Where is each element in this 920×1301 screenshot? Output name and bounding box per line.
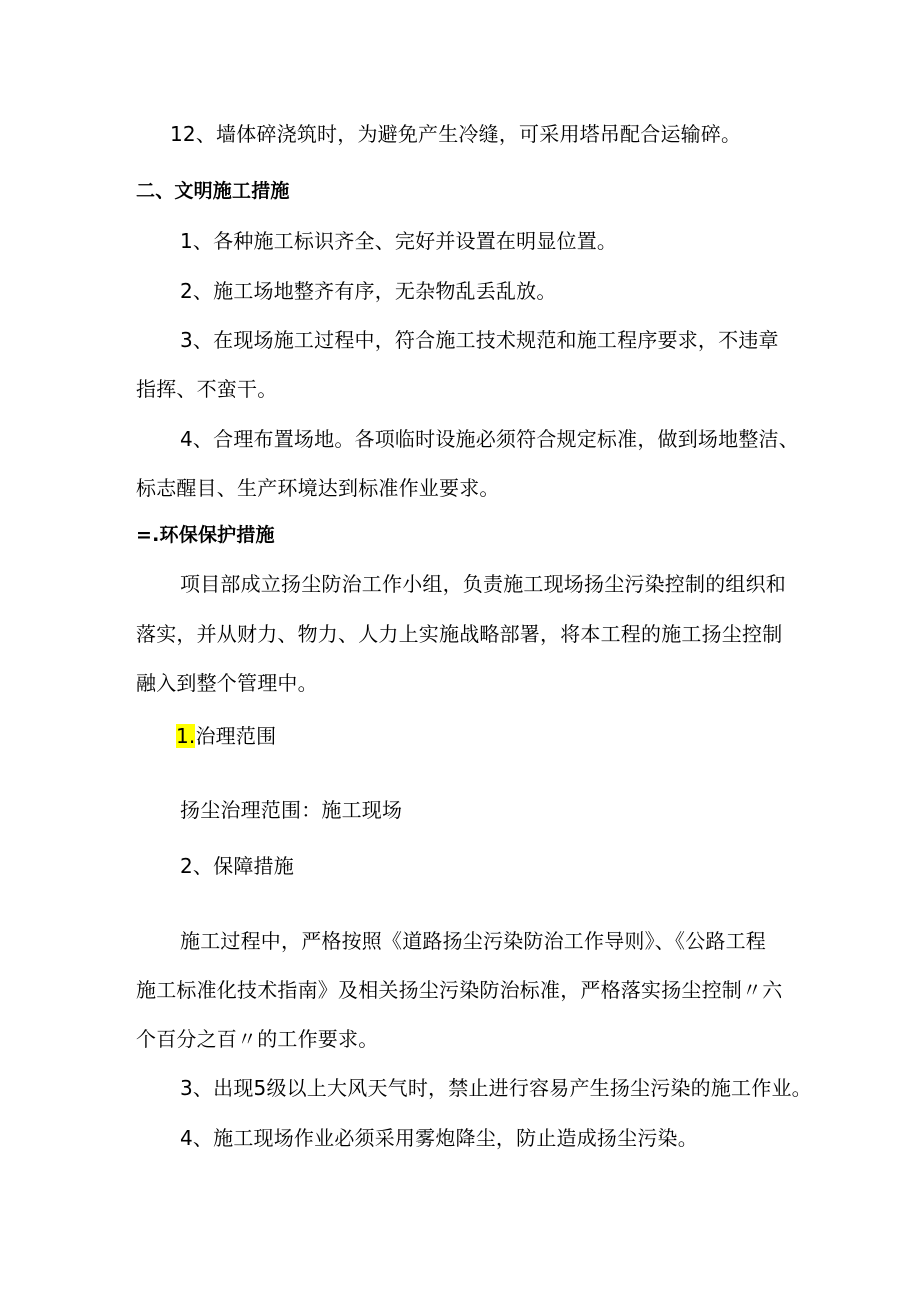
subheading-text: 治理范围 xyxy=(195,724,277,748)
subheading-safeguard-measures: 2、保障措施 xyxy=(180,854,294,878)
list-item-4-line-1: 4、合理布置场地。各项临时设施必须符合规定标准，做到场地整洁、 xyxy=(180,427,799,451)
section-heading-environmental-protection: =.环保保护措施 xyxy=(136,524,275,546)
list-item-1: 1、各种施工标识齐全、完好并设置在明显位置。 xyxy=(180,229,618,253)
highlighted-number: 1. xyxy=(176,724,196,748)
list-item-3-line-1: 3、在现场施工过程中，符合施工技术规范和施工程序要求，不违章 xyxy=(180,328,779,352)
safeguard-paragraph-line-3: 个百分之百〃的工作要求。 xyxy=(136,1027,379,1051)
list-item-4-fog-cannon: 4、施工现场作业必须采用雾炮降尘，防止造成扬尘污染。 xyxy=(180,1126,698,1150)
intro-paragraph-line-3: 融入到整个管理中。 xyxy=(136,671,318,695)
list-item-3-line-2: 指挥、不蛮干。 xyxy=(136,377,278,401)
list-item-3-wind: 3、出现5级以上大风天气时，禁止进行容易产生扬尘污染的施工作业。 xyxy=(180,1076,812,1100)
safeguard-paragraph-line-2: 施工标准化技术指南》及相关扬尘污染防治标准，严格落实扬尘控制〃六 xyxy=(136,978,783,1002)
safeguard-paragraph-line-1: 施工过程中，严格按照《道路扬尘污染防治工作导则》、《公路工程 xyxy=(180,929,766,953)
subheading-governance-scope xyxy=(176,723,276,749)
scope-text: 扬尘治理范围：施工现场 xyxy=(180,798,403,822)
list-item-4-line-2: 标志醒目、生产环境达到标准作业要求。 xyxy=(136,476,500,500)
intro-paragraph-line-1: 项目部成立扬尘防治工作小组，负责施工现场扬尘污染控制的组织和 xyxy=(180,572,786,596)
list-item-2: 2、施工场地整齐有序，无杂物乱丢乱放。 xyxy=(180,279,557,303)
intro-paragraph-line-2: 落实，并从财力、物力、人力上实施战略部署，将本工程的施工扬尘控制 xyxy=(136,622,783,646)
paragraph-item-12: 12、墙体碎浇筑时，为避免产生冷缝，可采用塔吊配合运输碎。 xyxy=(170,122,742,146)
section-heading-civilized-construction: 二、文明施工措施 xyxy=(136,180,290,202)
